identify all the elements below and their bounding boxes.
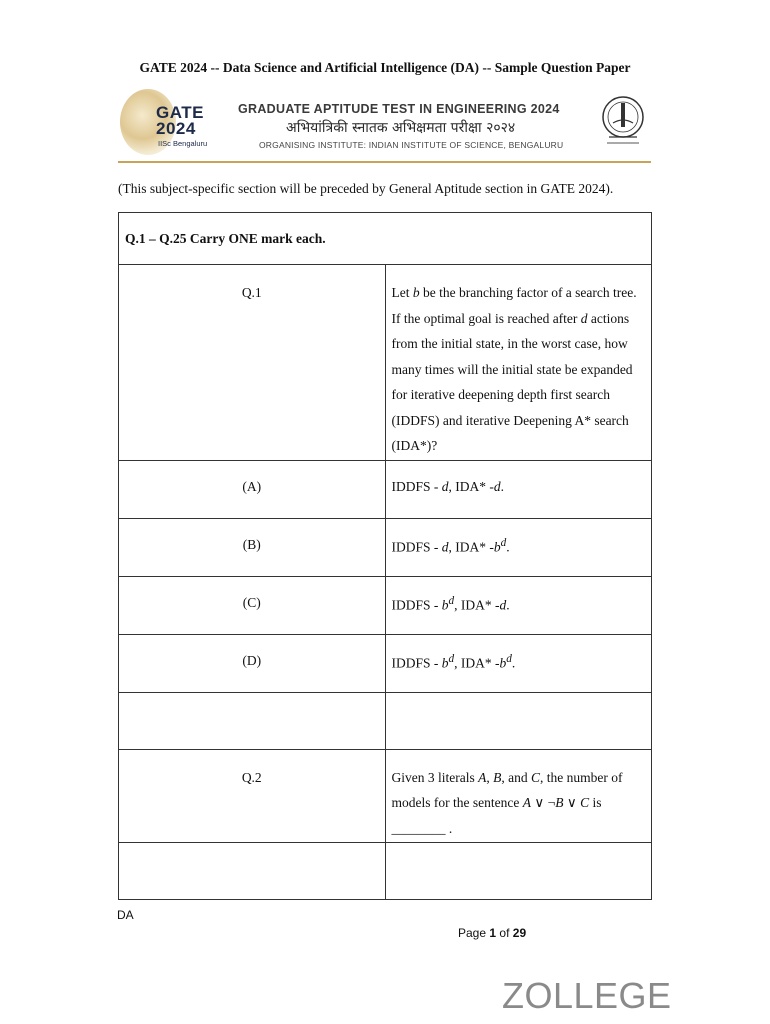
section-note: (This subject-specific section will be preceded by General Aptitude section in GATE 2024). bbox=[118, 181, 614, 196]
option-row-d bbox=[119, 634, 652, 692]
option-label: (A) bbox=[242, 478, 262, 494]
gate-logo-subtext: IISc Bengaluru bbox=[158, 139, 208, 148]
question-row-q2 bbox=[119, 749, 652, 843]
banner-title-hindi: अभियांत्रिकी स्नातक अभिक्षमता परीक्षा २०२४ bbox=[286, 120, 516, 136]
footer-subject-code: DA bbox=[117, 908, 134, 922]
question-number: Q.1 bbox=[241, 285, 262, 300]
section-header: Q.1 – Q.25 Carry ONE mark each. bbox=[119, 213, 652, 265]
iisc-seal-icon bbox=[597, 93, 649, 153]
question-text: Given 3 literals A, B, and C, the number of models for the sentence A ∨ ¬B ∨ C is ________ . bbox=[391, 769, 623, 836]
gate-2024-logo bbox=[118, 87, 223, 157]
option-text: IDDFS - d, IDA* $-b^d$. bbox=[391, 536, 510, 554]
gate-logo-text: GATE 2024 bbox=[156, 103, 204, 138]
option-text: IDDFS - d, IDA* -d. bbox=[391, 478, 505, 494]
option-row-a bbox=[119, 460, 652, 518]
question-number: Q.2 bbox=[241, 769, 262, 785]
footer-page-number: Page 1 of 29 bbox=[458, 926, 527, 940]
question-text: Let b be the branching factor of a search tree. If the optimal goal is reached after d actions from the initial state, in the worst case, how many times will the initial state be expanded for iterative deepening depth first search (IDDFS) and iterative Deepening A* search (IDA*)? bbox=[391, 285, 637, 453]
gate-banner bbox=[118, 85, 651, 163]
question-row-q1 bbox=[119, 265, 652, 461]
empty-row bbox=[119, 692, 652, 749]
watermark: ZOLLEGE bbox=[502, 975, 672, 1016]
question-table bbox=[118, 212, 652, 900]
page-title: GATE 2024 -- Data Science and Artificial Intelligence (DA) -- Sample Question Paper bbox=[139, 60, 631, 75]
banner-title-english: GRADUATE APTITUDE TEST IN ENGINEERING 2024 bbox=[238, 102, 560, 116]
empty-row bbox=[119, 843, 652, 900]
section-header-row bbox=[119, 213, 652, 265]
option-text: IDDFS - $b^d$, IDA* $-b^d$. bbox=[391, 652, 516, 670]
option-row-b bbox=[119, 518, 652, 576]
option-row-c bbox=[119, 576, 652, 634]
option-label: (C) bbox=[242, 594, 261, 610]
option-label: (D) bbox=[242, 652, 262, 668]
option-text: IDDFS - $b^d$, IDA* -d. bbox=[391, 594, 510, 612]
banner-organising-institute: ORGANISING INSTITUTE: INDIAN INSTITUTE OF SCIENCE, BENGALURU bbox=[259, 140, 564, 150]
option-label: (B) bbox=[242, 536, 261, 552]
